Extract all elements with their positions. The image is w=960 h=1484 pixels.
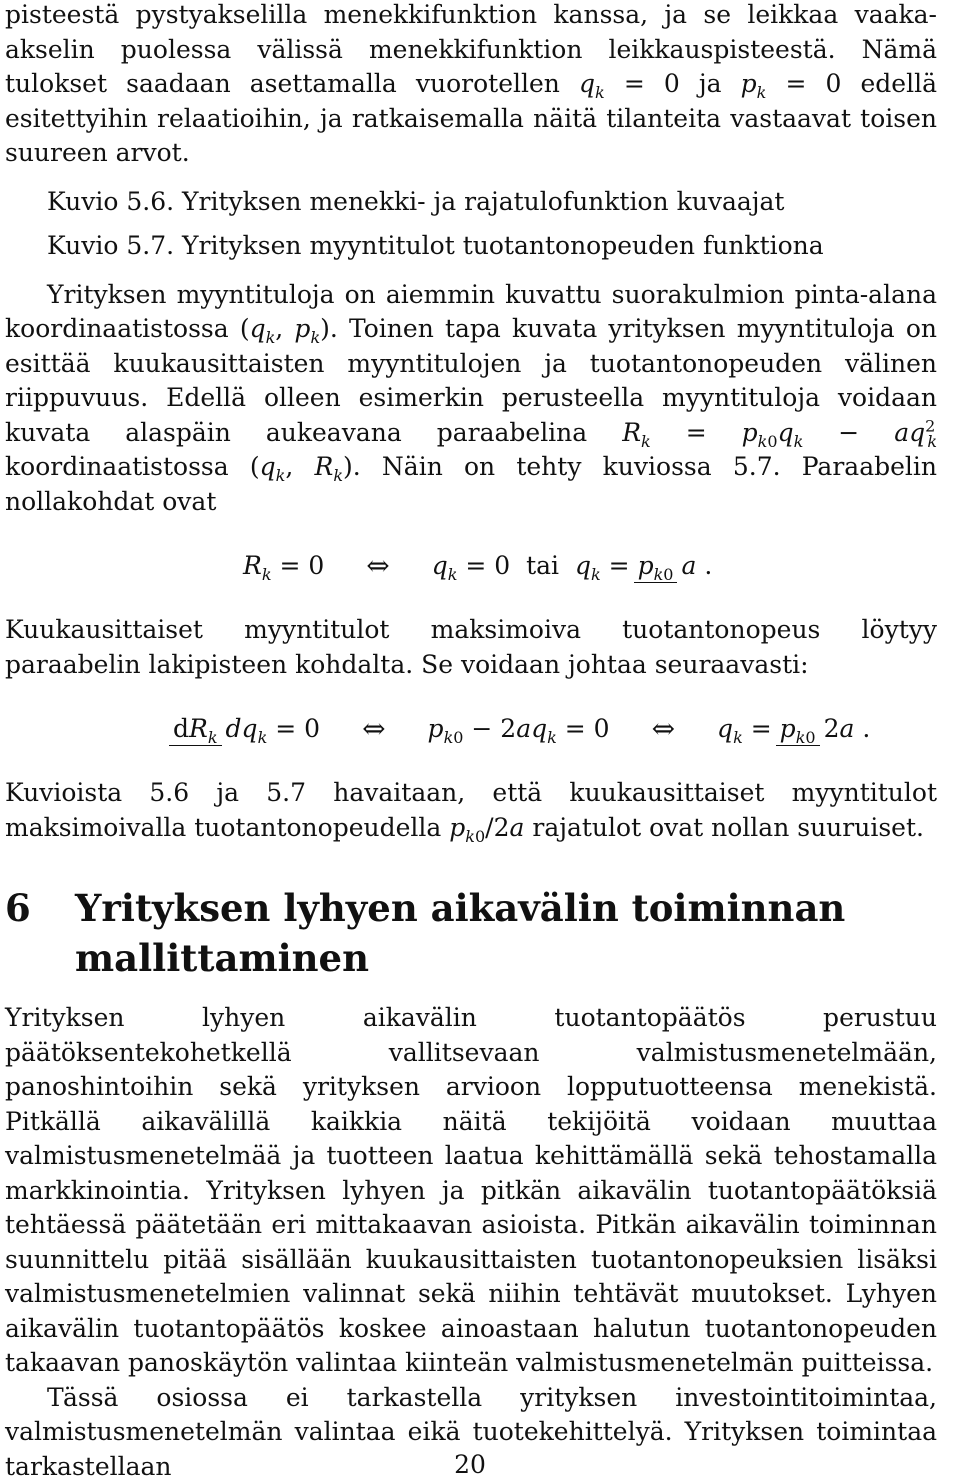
section-number: 6 xyxy=(5,883,75,983)
paragraph-conclusion: Kuvioista 5.6 ja 5.7 havaitaan, että kuukausittaiset myyntitulot maksimoivalla tuotantonopeudella $p_{k0}/2a$ rajatulot ovat nollan suuruiset. xyxy=(5,776,937,845)
paragraph-short-term: Yrityksen lyhyen aikavälin tuotantopäätös perustuu päätöksentekohetkellä vallitsevaan valmistusmenetelmään, panoshintoihin sekä yrityksen arvioon lopputuotteensa menekistä. Pitkällä aikavälillä kaikkia näitä tekijöitä voidaan muuttaa valmistusmenetelmää ja tuotteen laatua kehittämällä sekä tehostamalla markkinointia. Yrityksen lyhyen ja pitkän aikavälin tuotantopäätöksiä tehtäessä päätetään eri mittakaavan asioista. Pitkän aikavälin toiminnan suunnittelu pitää sisällään kuukausittaisten tuotantonopeuksien lisäksi valmistusmenetelmien valinnat sekä niihin tehtävät muutokset. Lyhyen aikavälin tuotantopäätös koskee ainoastaan halutun tuotantonopeuden takaavan panoskäytön valintaa kiinteän valmistusmenetelmän puitteissa. xyxy=(5,1001,937,1381)
figure-caption-5-6: Kuvio 5.6. Yrityksen menekki- ja rajatulofunktion kuvaajat xyxy=(5,185,937,220)
figure-caption-5-7: Kuvio 5.7. Yrityksen myyntitulot tuotantonopeuden funktiona xyxy=(5,229,937,264)
paragraph-scope: Tässä osiossa ei tarkastella yrityksen investointitoimintaa, valmistusmenetelmän valintaa eikä tuotekehittelyä. Yrityksen toimintaa tarkastellaan xyxy=(5,1381,937,1484)
paragraph-revenue: Yrityksen myyntituloja on aiemmin kuvattu suorakulmion pinta-alana koordinaatistossa ($q_k$, $p_k$). Toinen tapa kuvata yrityksen myyntituloja on esittää kuukausittaisten myyntitulojen ja tuotantonopeuden välinen riippuvuus. Edellä olleen esimerkin perusteella myyntituloja voidaan kuvata alaspäin aukeavana paraabelina $R_k = p_{k0}q_k - aq^2_k$ koordinaatistossa ($q_k$, $R_k$). Näin on tehty kuviossa 5.7. Paraabelin nollakohdat ovat xyxy=(5,278,937,520)
section-title: Yrityksen lyhyen aikavälin toiminnan mallittaminen xyxy=(75,883,937,983)
section-heading xyxy=(5,883,937,983)
paragraph-maximum: Kuukausittaiset myyntitulot maksimoiva tuotantonopeus löytyy paraabelin lakipisteen kohdalta. Se voidaan johtaa seuraavasti: xyxy=(5,613,937,682)
paragraph-intro: pisteestä pystyakselilla menekkifunktion kanssa, ja se leikkaa vaaka-akselin puolessa välissä menekkifunktion leikkauspisteestä. Nämä tulokset saadaan asettamalla vuorotellen $q_k = 0$ ja $p_k = 0$ edellä esitettyihin relaatioihin, ja ratkaisemalla näitä tilanteita vastaavat toisen suureen arvot. xyxy=(5,0,937,171)
equation-zeros: $R_k = 0$ ⇔ $q_k = 0$ tai $q_k$ = $p_{k0}$ a . xyxy=(5,525,937,607)
page-number: 20 xyxy=(0,1448,940,1483)
equation-derivative: $dR_k$ $dq_k$ = 0 ⇔ $p_{k0} - 2aq_k = 0$ ⇔ $q_k$ = $p_{k0}$ 2a . xyxy=(5,688,937,770)
paper-page xyxy=(5,0,937,1484)
